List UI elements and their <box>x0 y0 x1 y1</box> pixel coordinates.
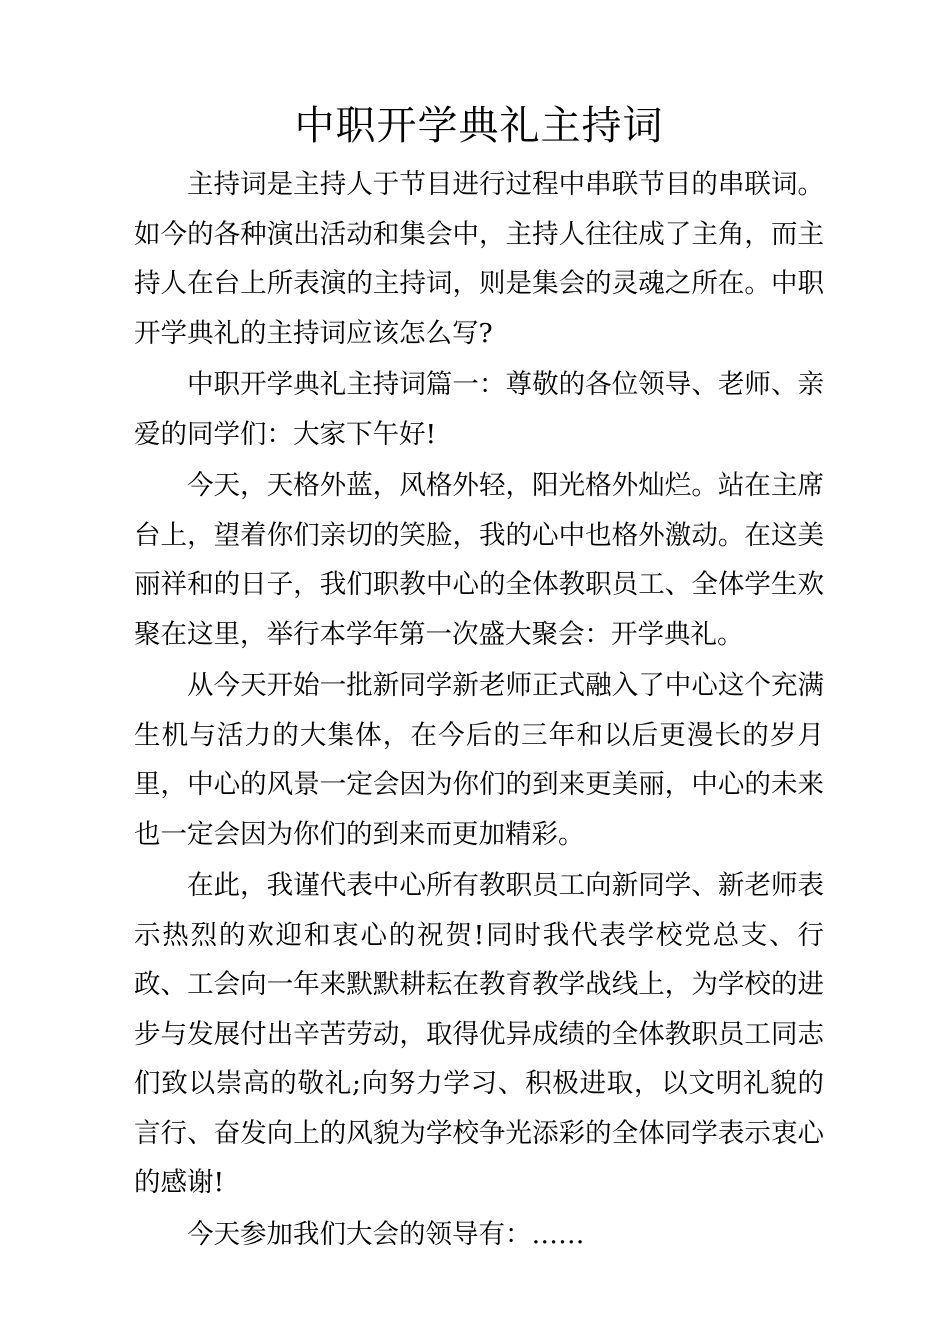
paragraph-welcome-thanks: 在此，我谨代表中心所有教职员工向新同学、新老师表示热烈的欢迎和衷心的祝贺!同时我代表学校党总支、行政、工会向一年来默默耕耘在教育教学战线上，为学校的进步与发展付出辛苦劳动，取得优异成绩的全体教职员工同志们致以崇高的敬礼;向努力学习、积极进取，以文明礼貌的言行、奋发向上的风貌为学校争光添彩的全体同学表示衷心的感谢! <box>134 870 824 1198</box>
paragraph-greeting: 中职开学典礼主持词篇一：尊敬的各位领导、老师、亲爱的同学们：大家下午好! <box>134 369 824 450</box>
document-page <box>134 0 824 1261</box>
document-title: 中职开学典礼主持词 <box>294 103 664 149</box>
paragraph-intro: 主持词是主持人于节目进行过程中串联节目的串联词。如今的各种演出活动和集会中，主持人往往成了主角，而主持人在台上所表演的主持词，则是集会的灵魂之所在。中职开学典礼的主持词应该怎么写? <box>134 169 824 349</box>
paragraph-leaders: 今天参加我们大会的领导有：…… <box>187 1218 585 1250</box>
paragraph-today: 今天，天格外蓝，风格外轻，阳光格外灿烂。站在主席台上，望着你们亲切的笑脸，我的心中也格外激动。在这美丽祥和的日子，我们职教中心的全体教职员工、全体学生欢聚在这里，举行本学年第一次盛大聚会：开学典礼。 <box>134 470 824 650</box>
document-body <box>134 160 824 1259</box>
paragraph-new-members: 从今天开始一批新同学新老师正式融入了中心这个充满生机与活力的大集体，在今后的三年和以后更漫长的岁月里，中心的风景一定会因为你们的到来更美丽，中心的未来也一定会因为你们的到来而更加精彩。 <box>134 670 824 850</box>
